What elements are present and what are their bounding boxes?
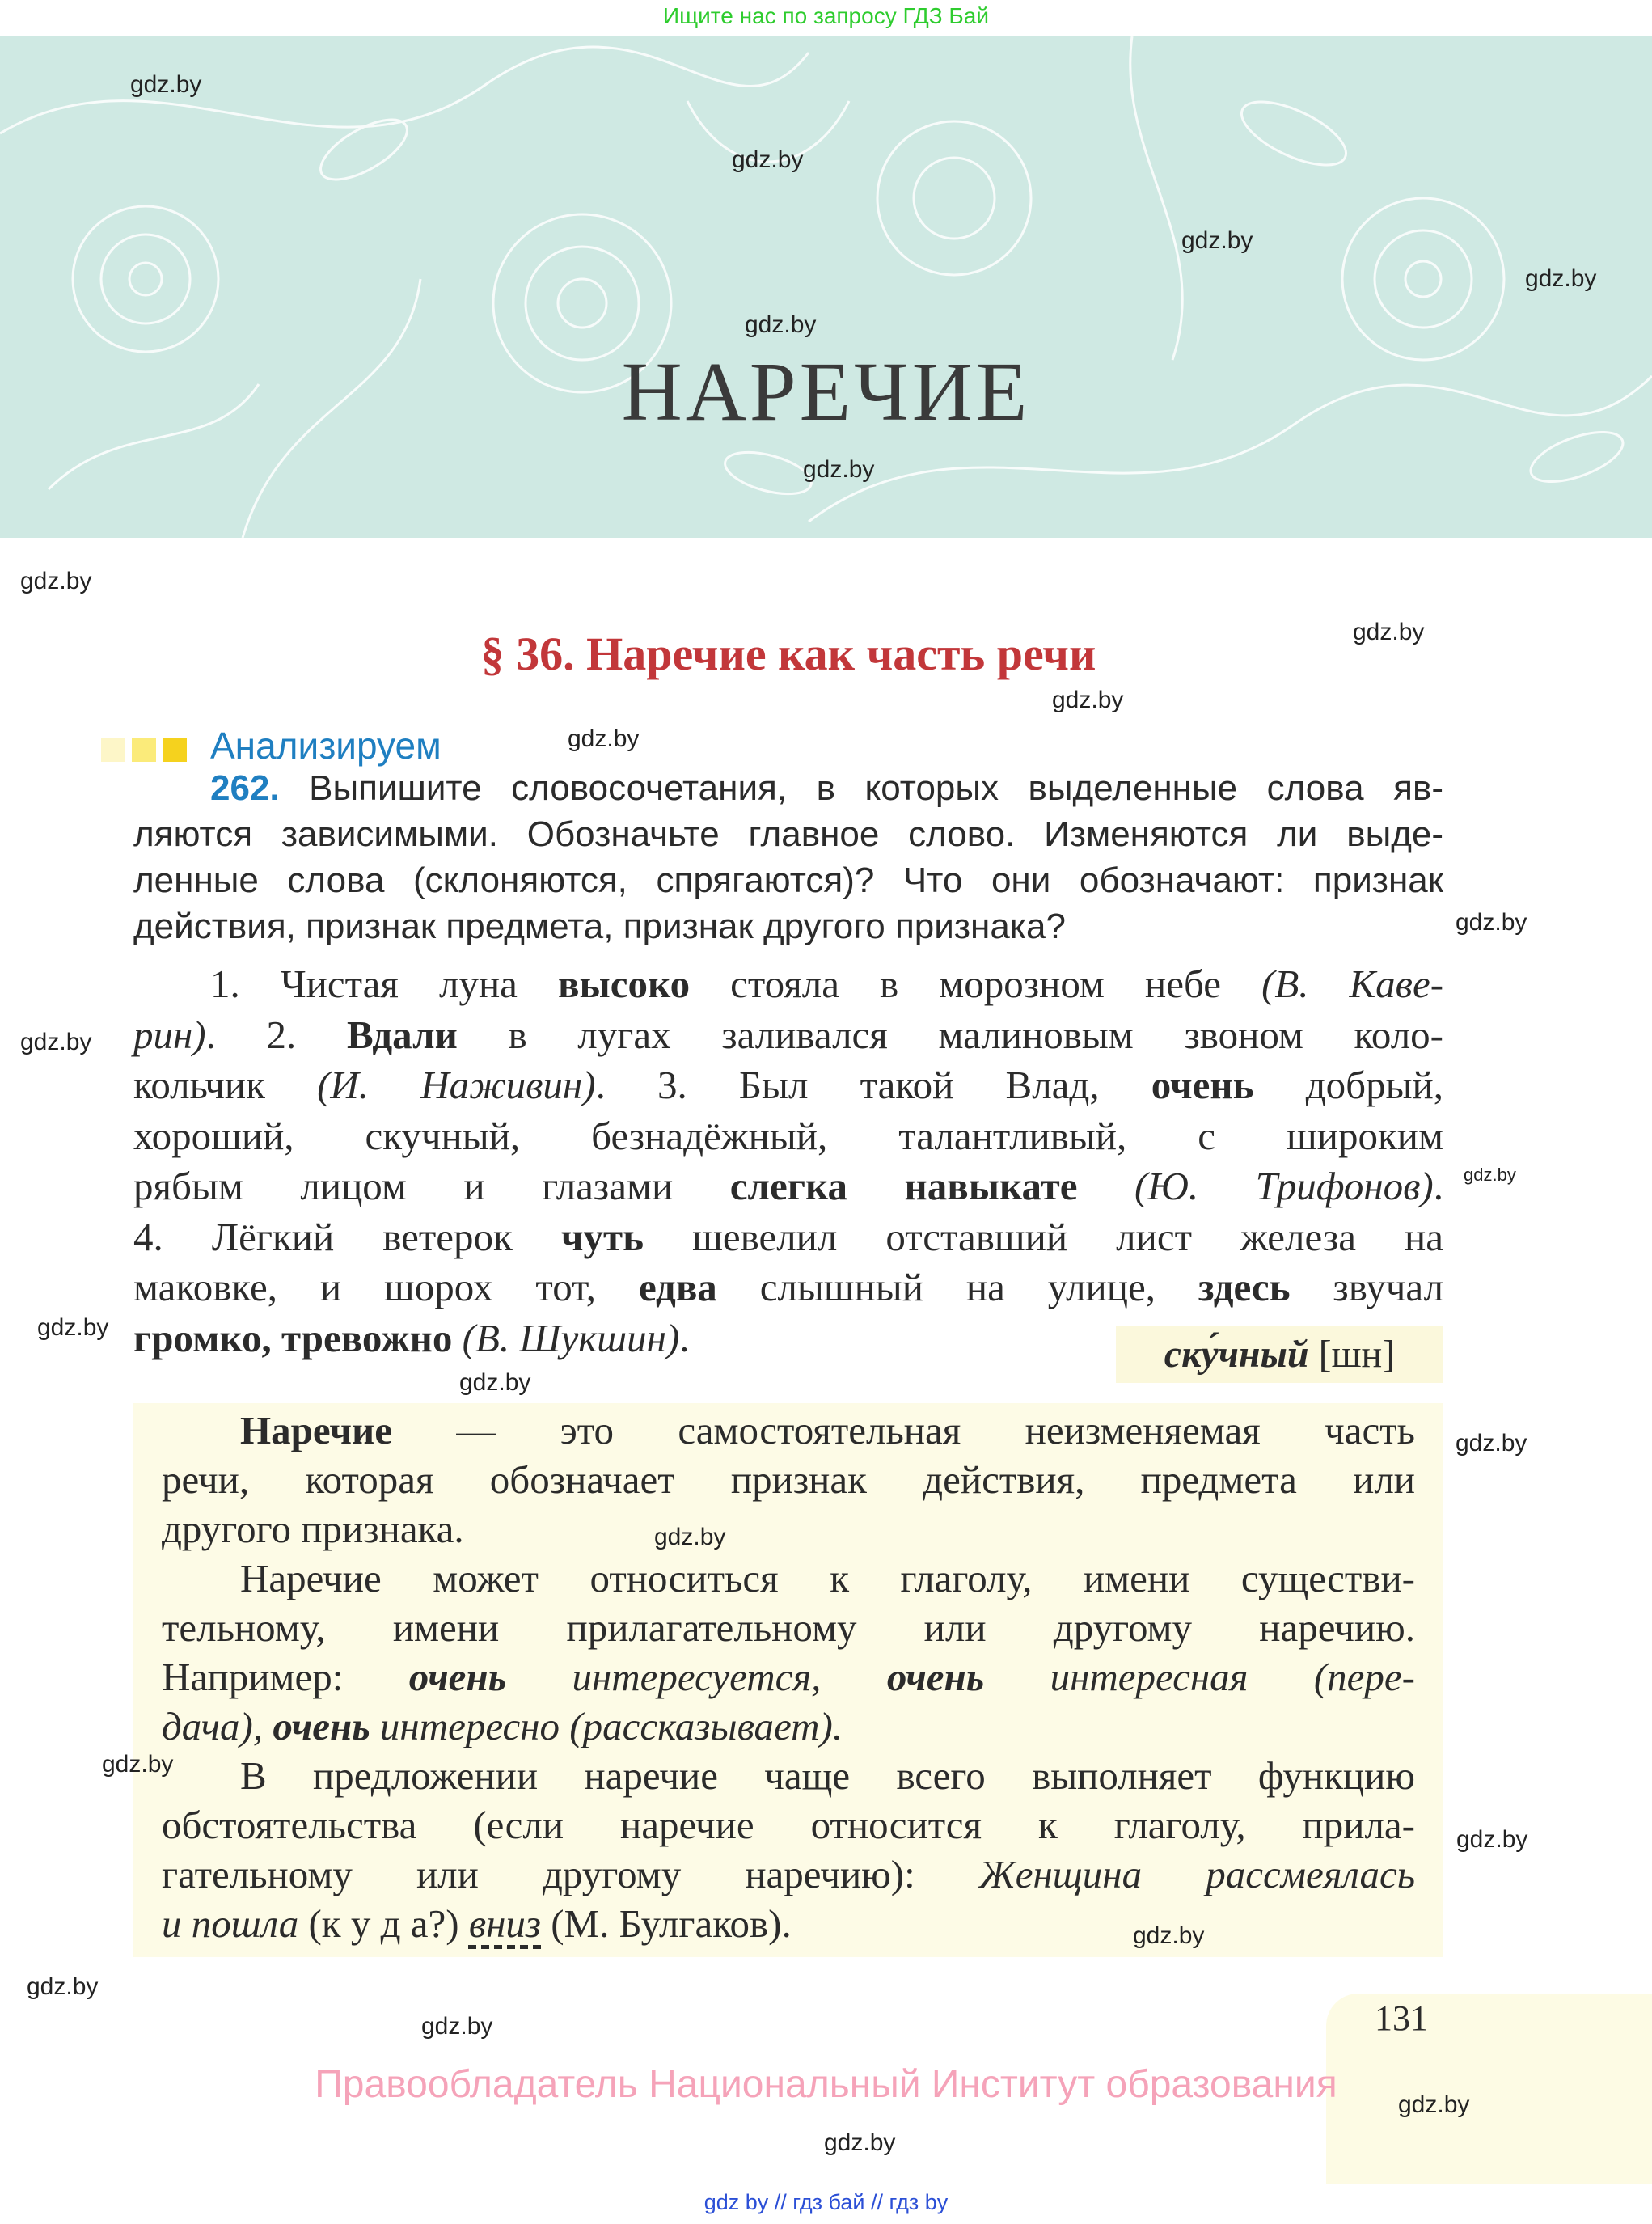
bottom-links[interactable]: gdz by // гдз бай // гдз by bbox=[703, 2190, 949, 2214]
watermark: gdz.by bbox=[1456, 1826, 1528, 1853]
text-line bbox=[162, 1851, 1415, 1897]
spelling-pronunciation: [шн] bbox=[1318, 1333, 1396, 1376]
watermark: gdz.by bbox=[130, 71, 202, 98]
emphasized-text: интересная (пере- bbox=[984, 1655, 1415, 1699]
emphasized-text: (И. Наживин) bbox=[317, 1063, 596, 1107]
emphasized-text: очень bbox=[1151, 1063, 1254, 1107]
text-line bbox=[133, 814, 1443, 855]
emphasized-text: Женщина рассмеялась bbox=[978, 1852, 1416, 1896]
text-line bbox=[240, 1407, 1415, 1453]
watermark: gdz.by bbox=[1181, 227, 1253, 254]
emphasized-text: и пошла bbox=[162, 1901, 299, 1946]
emphasized-text: дача), bbox=[162, 1704, 273, 1748]
watermark: gdz.by bbox=[27, 1973, 99, 2000]
text-segment bbox=[452, 1316, 462, 1360]
emphasized-text: высоко bbox=[558, 962, 691, 1006]
emphasized-text: громко, тревожно bbox=[133, 1315, 453, 1360]
text-segment: (к у д а?) bbox=[298, 1901, 469, 1946]
text-line bbox=[240, 1555, 1415, 1601]
emphasized-text: (Ю. Трифонов) bbox=[1134, 1164, 1434, 1208]
text-segment: рябым лицом и глазами bbox=[133, 1164, 730, 1208]
emphasized-text: очень bbox=[273, 1704, 370, 1748]
watermark: gdz.by bbox=[1353, 619, 1425, 645]
top-note: Ищите нас по запросу ГДЗ Бай bbox=[662, 3, 990, 28]
copyright-notice: Правообладатель Национальный Институт образования bbox=[315, 2063, 1337, 2106]
text-segment: 1. Чистая луна bbox=[210, 962, 559, 1006]
text-line bbox=[162, 1457, 1415, 1503]
text-segment: . bbox=[679, 1315, 690, 1360]
text-segment: речи, которая обозначает признак действия, предмета или bbox=[162, 1457, 1415, 1502]
text-line bbox=[133, 860, 1443, 901]
text-line bbox=[133, 1012, 1443, 1058]
text-line bbox=[133, 1214, 1443, 1260]
watermark: gdz.by bbox=[745, 311, 817, 338]
text-segment: обстоятельства (если наречие относится к глаголу, прила- bbox=[162, 1803, 1415, 1847]
watermark: gdz.by bbox=[20, 1029, 92, 1055]
text-segment: шевелил отставший лист железа на bbox=[644, 1214, 1444, 1259]
text-segment: . bbox=[1433, 1164, 1443, 1208]
watermark: gdz.by bbox=[1456, 1430, 1527, 1457]
text-segment: — это самостоятельная неизменяемая часть bbox=[392, 1408, 1415, 1452]
spelling-word: ску́чный bbox=[1164, 1333, 1309, 1376]
rubric-heading: Анализируем bbox=[210, 725, 442, 767]
text-segment: . 3. Был такой Влад, bbox=[595, 1063, 1151, 1107]
chapter-title: НАРЕЧИЕ bbox=[621, 345, 1031, 438]
text-line bbox=[162, 1605, 1415, 1651]
rubric-squares-icon bbox=[101, 738, 193, 766]
watermark: gdz.by bbox=[421, 2013, 493, 2040]
text-segment: кольчик bbox=[133, 1063, 318, 1107]
text-segment: (М. Булгаков). bbox=[541, 1901, 792, 1946]
emphasized-text: вниз bbox=[468, 1901, 542, 1946]
emphasized-text: интересно (рассказывает). bbox=[370, 1704, 843, 1748]
watermark: gdz.by bbox=[732, 146, 804, 173]
text-segment: . 2. bbox=[205, 1012, 347, 1057]
emphasized-text: едва bbox=[638, 1265, 717, 1309]
watermark: gdz.by bbox=[1398, 2091, 1470, 2118]
watermark: gdz.by bbox=[1052, 687, 1124, 713]
text-segment: В предложении наречие чаще всего выполняет функцию bbox=[240, 1753, 1415, 1798]
watermark: gdz.by bbox=[459, 1369, 531, 1396]
watermark: gdz.by bbox=[37, 1314, 109, 1341]
text-line bbox=[162, 1506, 1415, 1552]
exercise-number: 262. bbox=[210, 768, 280, 808]
text-segment: Выпишите словосочетания, в которых выделенные слова яв- bbox=[279, 768, 1443, 808]
emphasized-text: очень bbox=[408, 1655, 507, 1699]
text-line bbox=[133, 1264, 1443, 1310]
emphasized-text: (В. Шукшин) bbox=[462, 1315, 680, 1360]
watermark: gdz.by bbox=[102, 1751, 174, 1778]
text-segment: звучал bbox=[1290, 1265, 1444, 1309]
watermark: gdz.by bbox=[824, 2129, 896, 2156]
emphasized-text: очень bbox=[886, 1655, 985, 1699]
emphasized-text: рин) bbox=[133, 1012, 206, 1057]
text-segment bbox=[1078, 1164, 1135, 1208]
emphasized-text: интересуется, bbox=[506, 1655, 887, 1699]
emphasized-text: (В. Каве- bbox=[1261, 962, 1444, 1006]
text-segment: Например: bbox=[162, 1655, 409, 1699]
text-segment: Наречие может относиться к глаголу, имени существи- bbox=[240, 1556, 1415, 1600]
watermark: gdz.by bbox=[20, 568, 92, 594]
text-line bbox=[162, 1703, 1415, 1749]
spelling-note bbox=[1116, 1326, 1443, 1383]
text-segment: ленные слова (склоняются, спрягаются)? Что они обозначают: признак bbox=[133, 860, 1443, 900]
text-segment: тельному, имени прилагательному или другому наречию. bbox=[162, 1605, 1415, 1650]
text-line bbox=[210, 961, 1443, 1007]
emphasized-text: слегка навыкате bbox=[729, 1164, 1078, 1208]
page-number: 131 bbox=[1375, 1998, 1428, 2038]
emphasized-text: Наречие bbox=[240, 1408, 393, 1452]
text-line bbox=[133, 1113, 1443, 1159]
text-segment: 4. Лёгкий ветерок bbox=[133, 1214, 561, 1259]
text-segment: другого признака. bbox=[162, 1507, 464, 1551]
text-segment: добрый, bbox=[1253, 1063, 1443, 1107]
watermark: gdz.by bbox=[568, 725, 640, 752]
section-title: § 36. Наречие как часть речи bbox=[480, 628, 1096, 680]
text-segment: хороший, скучный, безнадёжный, талантливый, с широким bbox=[133, 1113, 1443, 1158]
watermark: gdz.by bbox=[1464, 1165, 1516, 1185]
emphasized-text: чуть bbox=[560, 1214, 644, 1259]
text-line bbox=[210, 768, 1443, 809]
watermark: gdz.by bbox=[803, 456, 875, 483]
watermark: gdz.by bbox=[1456, 909, 1527, 936]
text-line bbox=[240, 1753, 1415, 1799]
text-line bbox=[162, 1654, 1415, 1700]
text-segment: гательному или другому наречию): bbox=[162, 1852, 979, 1896]
text-segment: в лугах заливался малиновым звоном коло- bbox=[457, 1012, 1443, 1057]
text-segment: действия, признак предмета, признак другого признака? bbox=[133, 907, 1066, 946]
text-line bbox=[133, 1163, 1443, 1209]
text-segment: ляются зависимыми. Обозначьте главное слово. Изменяются ли выде- bbox=[133, 814, 1443, 854]
emphasized-text: Вдали bbox=[346, 1012, 458, 1057]
text-line bbox=[162, 1802, 1415, 1848]
text-segment: слышный на улице, bbox=[716, 1265, 1198, 1309]
watermark: gdz.by bbox=[1525, 265, 1597, 292]
emphasized-text: здесь bbox=[1198, 1265, 1291, 1309]
watermark: gdz.by bbox=[1133, 1922, 1205, 1949]
text-segment: маковке, и шорох тот, bbox=[133, 1265, 639, 1309]
text-line bbox=[162, 1901, 1415, 1947]
text-line bbox=[133, 907, 1443, 947]
text-segment: стояла в морозном небе bbox=[690, 962, 1262, 1006]
text-line bbox=[133, 1062, 1443, 1108]
watermark: gdz.by bbox=[654, 1524, 726, 1550]
